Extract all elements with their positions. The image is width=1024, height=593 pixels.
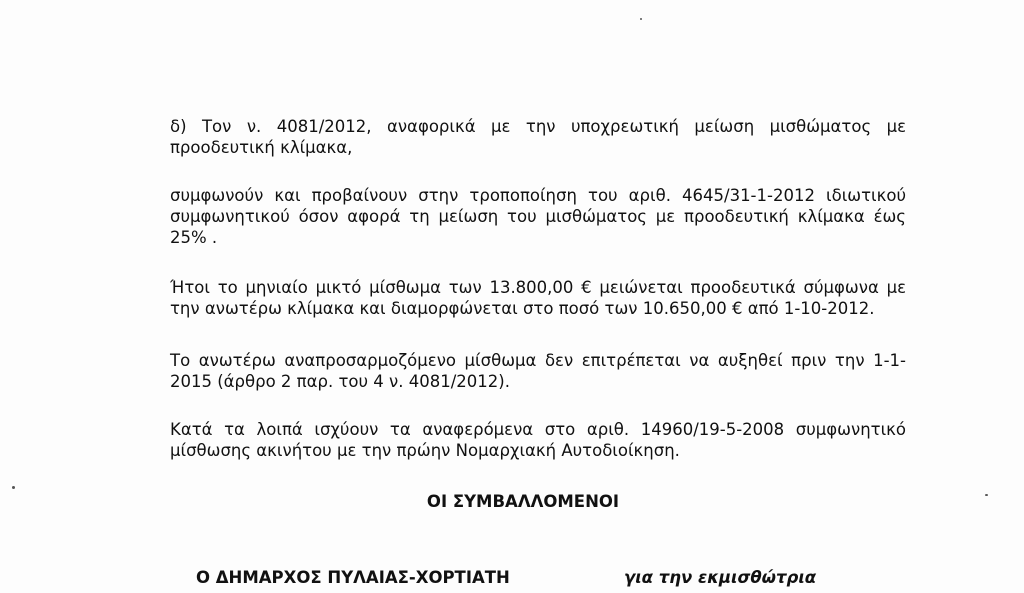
- paragraph-no-increase-clause: [170, 350, 906, 392]
- text-line: δ) Τον ν. 4081/2012, αναφορικά με την υποχρεωτική μείωση μισθώματος με: [170, 117, 906, 136]
- contracting-parties-heading: ΟΙ ΣΥΜΒΑΛΛΟΜΕΝΟΙ: [426, 492, 620, 511]
- paragraph-rent-reduction: [170, 277, 906, 319]
- text-line: συμφωνούν και προβαίνουν στην τροποποίηση του αριθ. 4645/31-1-2012 ιδιωτικού: [170, 186, 906, 205]
- paragraph-law-reference: [170, 116, 906, 158]
- text-line: Ήτοι το μηνιαίο μικτό μίσθωμα των 13.800,00 € μειώνεται προοδευτικά σύμφωνα με: [170, 278, 906, 297]
- text-line: μίσθωσης ακινήτου με την πρώην Νομαρχιακή Αυτοδιοίκηση.: [170, 441, 680, 460]
- paragraph-remaining-terms: [170, 419, 906, 461]
- scan-speck: [985, 494, 988, 496]
- text-line: 2015 (άρθρο 2 παρ. του 4 ν. 4081/2012).: [170, 372, 510, 391]
- scan-speck: [12, 486, 15, 489]
- mayor-signatory-label: Ο ΔΗΜΑΡΧΟΣ ΠΥΛΑΙΑΣ-ΧΟΡΤΙΑΤΗ: [196, 568, 510, 587]
- scan-speck: [640, 18, 642, 20]
- text-line: Κατά τα λοιπά ισχύουν τα αναφερόμενα στο αριθ. 14960/19-5-2008 συμφωνητικό: [170, 420, 906, 439]
- text-line: συμφωνητικού όσον αφορά τη μείωση του μισθώματος με προοδευτική κλίμακα έως: [170, 207, 906, 226]
- text-line: την ανωτέρω κλίμακα και διαμορφώνεται στο ποσό των 10.650,00 € από 1-10-2012.: [170, 299, 875, 318]
- lessor-signatory-label: για την εκμισθώτρια: [624, 568, 817, 587]
- text-line: προοδευτική κλίμακα,: [170, 138, 353, 157]
- text-line: 25% .: [170, 228, 218, 247]
- text-line: Το ανωτέρω αναπροσαρμοζόμενο μίσθωμα δεν επιτρέπεται να αυξηθεί πριν την 1-1-: [170, 351, 906, 370]
- paragraph-amendment-agreement: [170, 185, 906, 248]
